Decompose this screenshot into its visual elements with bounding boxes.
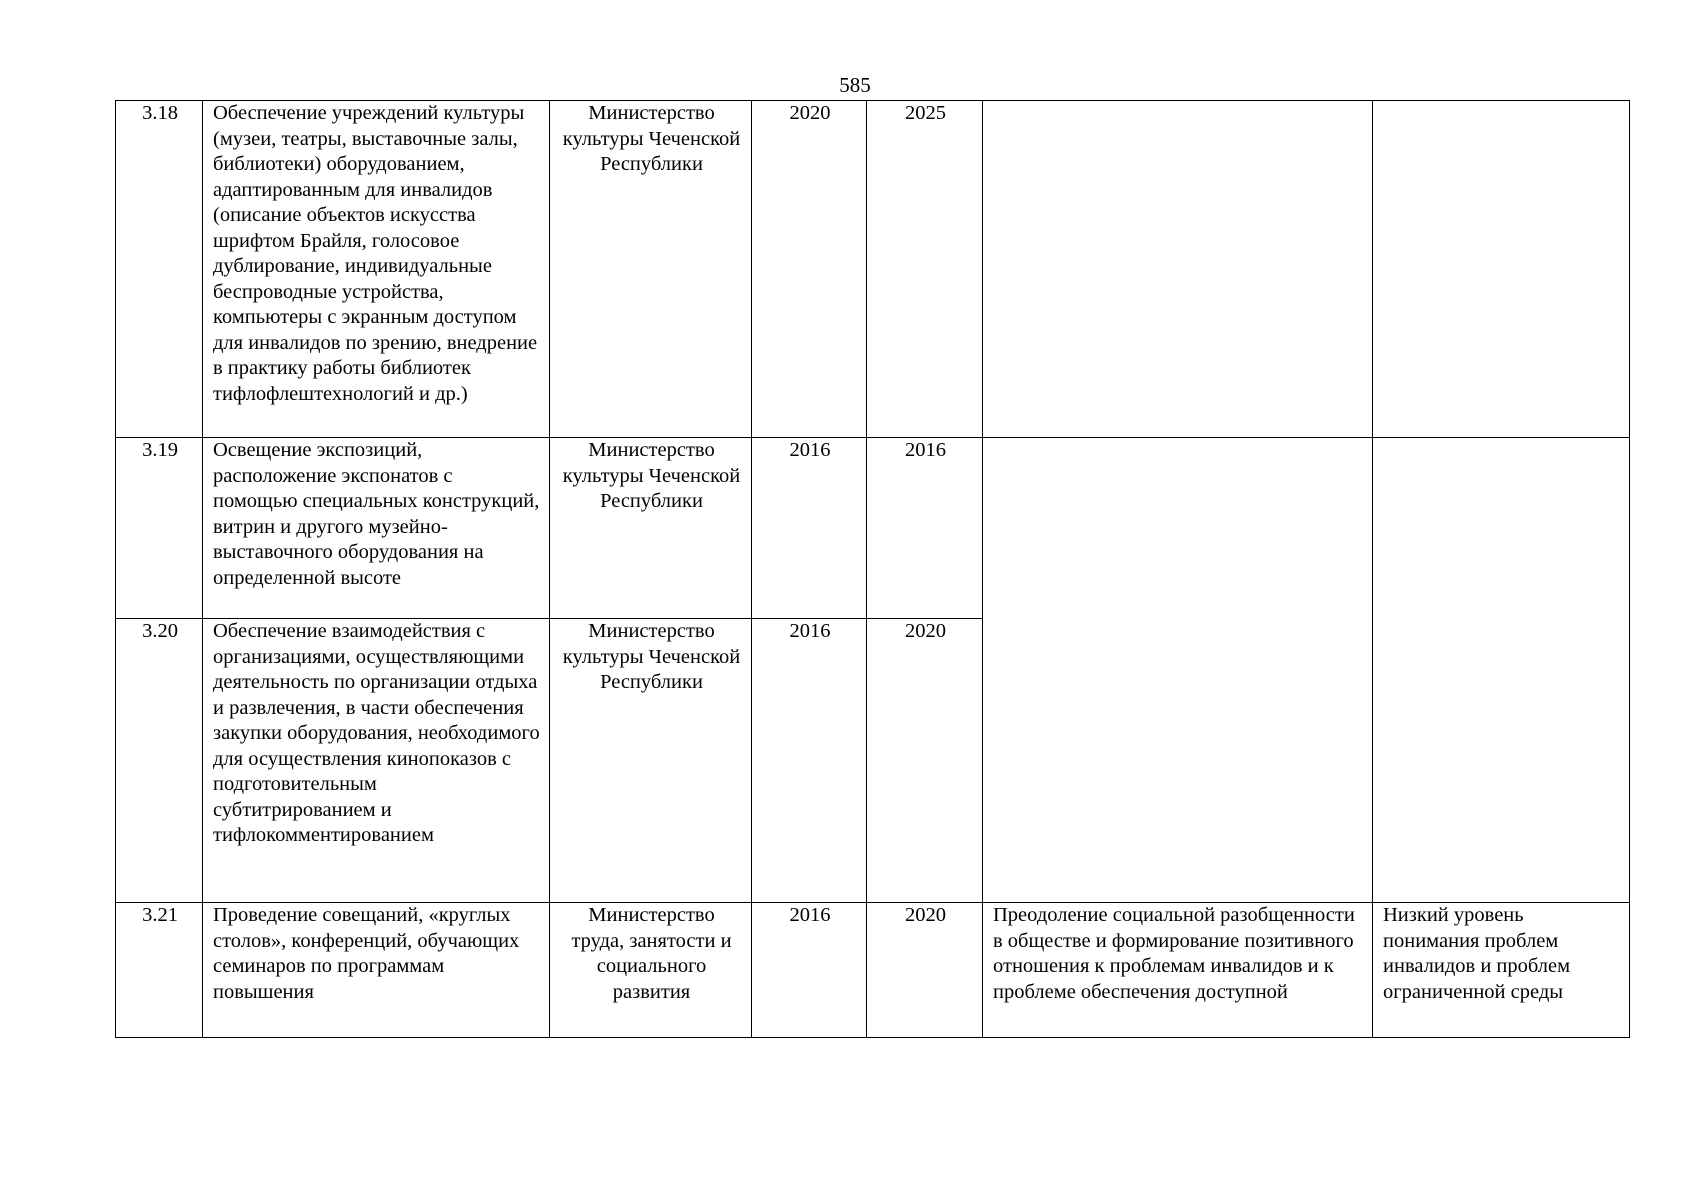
event-description: Освещение экспозиций, расположение экспонатов с помощью специальных конструкций, витрин и другого музейно-выставочного оборудования на определенной высоте — [203, 438, 550, 619]
table-row — [116, 438, 1630, 619]
executor: Министерство культуры Чеченской Республики — [550, 619, 752, 903]
risk: Низкий уровень понимания проблем инвалидов и проблем ограниченной среды — [1373, 903, 1630, 1038]
row-number: 3.19 — [116, 438, 203, 619]
event-description: Проведение совещаний, «круглых столов», конференций, обучающих семинаров по программам повышения — [203, 903, 550, 1038]
expected-result — [983, 438, 1373, 903]
end-year: 2020 — [867, 619, 983, 903]
event-description: Обеспечение учреждений культуры (музеи, театры, выставочные залы, библиотеки) оборудованием, адаптированным для инвалидов (описание объектов искусства шрифтом Брайля, голосовое дублирование, индивидуальные беспроводные устройства, компьютеры с экранным доступом для инвалидов по зрению, внедрение в практику работы библиотек тифлофлештехнологий и др.) — [203, 101, 550, 438]
table-row — [116, 903, 1630, 1038]
event-description: Обеспечение взаимодействия с организациями, осуществляющими деятельность по организации отдыха и развлечения, в части обеспечения закупки оборудования, необходимого для осуществления кинопоказов с подготовительным субтитрированием и тифлокомментированием — [203, 619, 550, 903]
start-year: 2016 — [752, 619, 867, 903]
row-number: 3.18 — [116, 101, 203, 438]
events-table — [115, 100, 1630, 1038]
executor: Министерство культуры Чеченской Республики — [550, 438, 752, 619]
row-number: 3.21 — [116, 903, 203, 1038]
page-number: 585 — [839, 73, 871, 97]
expected-result — [983, 101, 1373, 438]
expected-result: Преодоление социальной разобщенности в обществе и формирование позитивного отношения к проблемам инвалидов и к проблеме обеспечения доступной — [983, 903, 1373, 1038]
start-year: 2016 — [752, 438, 867, 619]
end-year: 2025 — [867, 101, 983, 438]
end-year: 2020 — [867, 903, 983, 1038]
start-year: 2016 — [752, 903, 867, 1038]
risk — [1373, 101, 1630, 438]
executor: Министерство культуры Чеченской Республики — [550, 101, 752, 438]
risk — [1373, 438, 1630, 903]
end-year: 2016 — [867, 438, 983, 619]
start-year: 2020 — [752, 101, 867, 438]
table-row — [116, 101, 1630, 438]
row-number: 3.20 — [116, 619, 203, 903]
executor: Министерство труда, занятости и социального развития — [550, 903, 752, 1038]
